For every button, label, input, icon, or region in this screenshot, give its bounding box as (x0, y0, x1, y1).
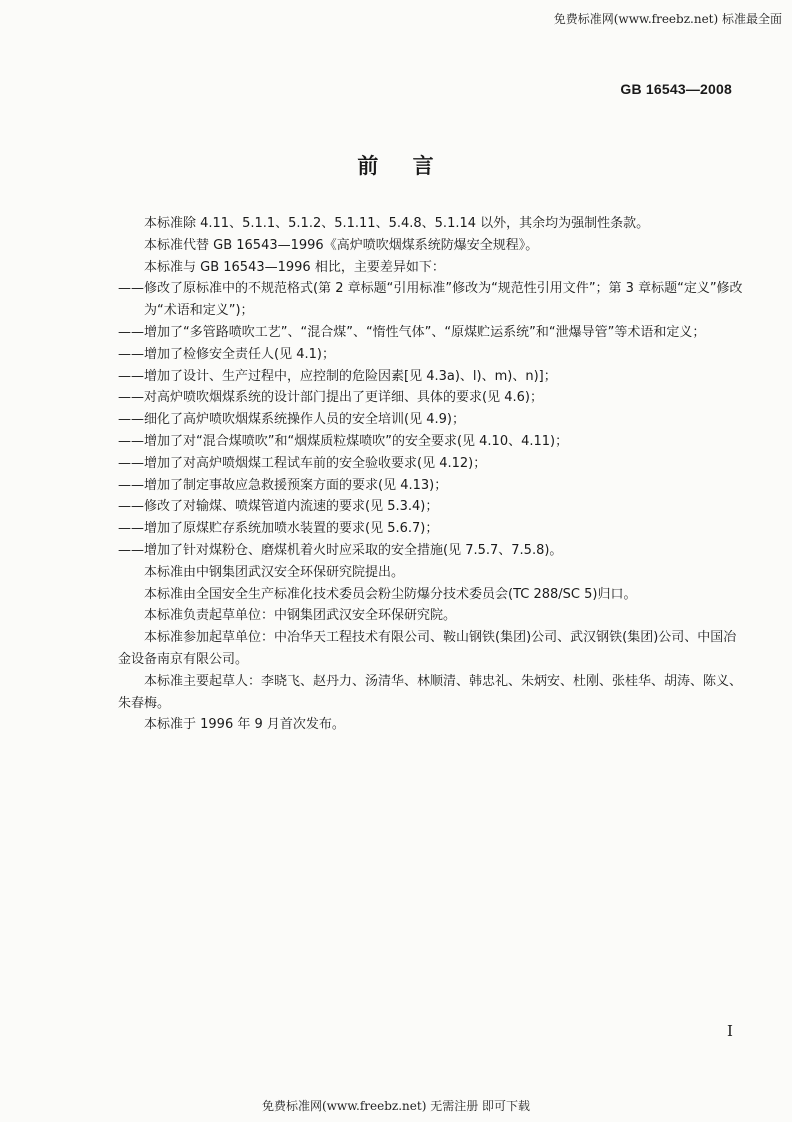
paragraph: 本标准负责起草单位：中钢集团武汉安全环保研究院。 (144, 608, 457, 624)
standard-code: GB 16543—2008 (620, 81, 732, 97)
foreword-body (118, 213, 746, 736)
list-item: ——细化了高炉喷吹烟煤系统操作人员的安全培训(见 4.9)； (118, 412, 465, 428)
list-item: ——增加了对高炉喷烟煤工程试车前的安全验收要求(见 4.12)； (118, 455, 487, 471)
list-item: ——对高炉喷吹烟煤系统的设计部门提出了更详细、具体的要求(见 4.6)； (118, 390, 543, 406)
watermark-bottom: 免费标准网(www.freebz.net) 无需注册 即可下载 (261, 1099, 531, 1113)
list-item: ——增加了原煤贮存系统加喷水装置的要求(见 5.6.7)； (118, 521, 439, 537)
list-item: ——增加了针对煤粉仓、磨煤机着火时应采取的安全措施(见 7.5.7、7.5.8)。 (118, 542, 563, 558)
page-number: I (727, 1022, 733, 1040)
list-item: ——修改了对输煤、喷煤管道内流速的要求(见 5.3.4)； (118, 499, 439, 515)
paragraph: 本标准主要起草人：李晓飞、赵丹力、汤清华、林顺清、韩忠礼、朱炳安、杜刚、张桂华、胡涛、陈义、朱春梅。 (118, 673, 743, 711)
watermark-top: 免费标准网(www.freebz.net) 标准最全面 (553, 12, 782, 26)
paragraph: 本标准由中钢集团武汉安全环保研究院提出。 (144, 564, 405, 580)
list-item: ——修改了原标准中的不规范格式(第 2 章标题“引用标准”修改为“规范性引用文件”；第 3 章标题“定义”修改为“术语和定义”)； (118, 281, 743, 319)
page-title: 前 言 (357, 154, 435, 178)
paragraph: 本标准代替 GB 16543—1996《高炉喷吹烟煤系统防爆安全规程》。 (144, 237, 539, 253)
list-item: ——增加了设计、生产过程中，应控制的危险因素[见 4.3a)、l)、m)、n)]； (118, 368, 557, 384)
list-item: ——增加了“多管路喷吹工艺”、“混合煤”、“惰性气体”、“原煤贮运系统”和“泄爆导管”等术语和定义； (118, 324, 706, 340)
list-item: ——增加了制定事故应急救援预案方面的要求(见 4.13)； (118, 477, 448, 493)
paragraph: 本标准于 1996 年 9 月首次发布。 (144, 717, 345, 733)
list-item: ——增加了对“混合煤喷吹”和“烟煤质粒煤喷吹”的安全要求(见 4.10、4.11)； (118, 433, 569, 449)
paragraph: 本标准除 4.11、5.1.1、5.1.2、5.1.11、5.4.8、5.1.14 以外，其余均为强制性条款。 (144, 216, 650, 231)
paragraph: 本标准与 GB 16543—1996 相比，主要差异如下： (144, 259, 445, 275)
paragraph: 本标准参加起草单位：中冶华天工程技术有限公司、鞍山钢铁(集团)公司、武汉钢铁(集团)公司、中国冶金设备南京有限公司。 (118, 630, 737, 667)
paragraph: 本标准由全国安全生产标准化技术委员会粉尘防爆分技术委员会(TC 288/SC 5)归口。 (144, 586, 637, 602)
changes-list (118, 278, 746, 561)
list-item: ——增加了检修安全责任人(见 4.1)； (118, 346, 335, 362)
